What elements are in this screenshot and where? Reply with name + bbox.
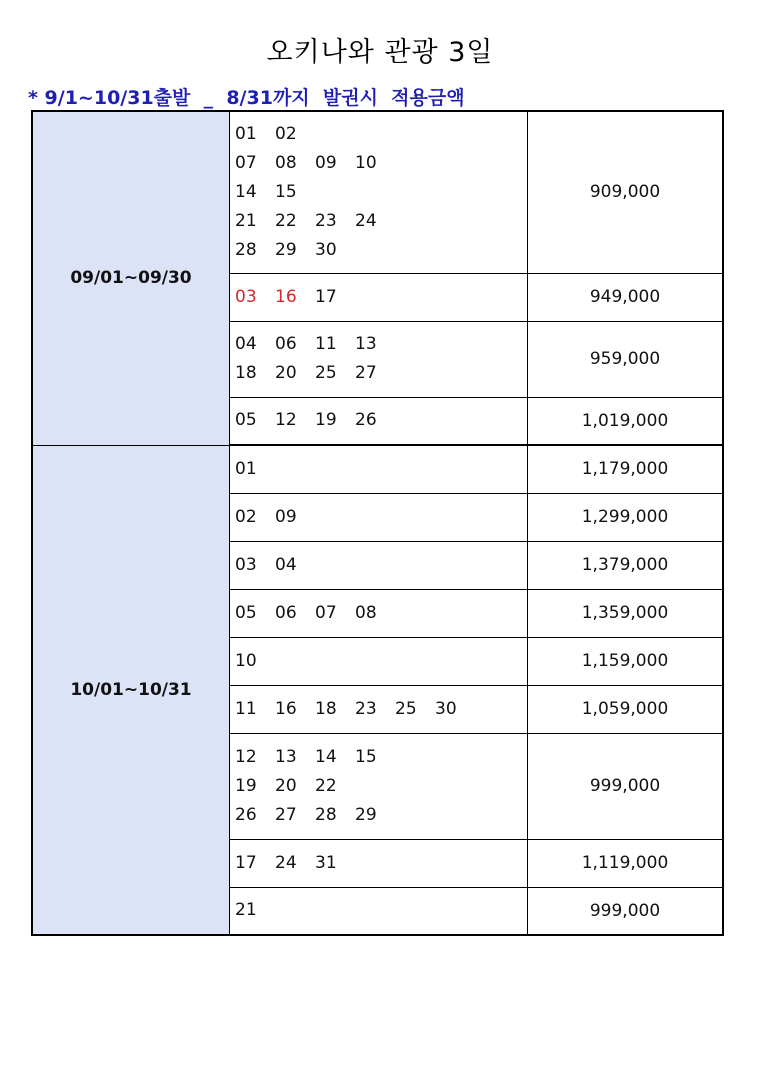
- departure-date: 19: [235, 775, 257, 796]
- departure-date: 21: [235, 210, 257, 231]
- departure-date: 08: [275, 152, 297, 173]
- departure-date: 04: [275, 554, 297, 575]
- departure-date: 02: [235, 506, 257, 527]
- departure-date: 17: [315, 286, 337, 307]
- departure-date: 25: [315, 363, 337, 383]
- price-cell: 1,059,000: [528, 685, 724, 733]
- departure-date: 07: [315, 602, 337, 623]
- departure-date: 09: [275, 506, 297, 527]
- price-cell: 1,379,000: [528, 541, 724, 589]
- date-line: [235, 647, 527, 676]
- departure-date: 15: [275, 181, 297, 202]
- period-cell: 10/01~10/31: [32, 445, 230, 935]
- price-table: [31, 110, 724, 936]
- departure-date: 19: [315, 410, 337, 431]
- departure-date: 14: [315, 746, 337, 767]
- departure-dates-cell: [230, 887, 528, 935]
- date-line: [235, 120, 527, 149]
- departure-dates-cell: [230, 321, 528, 397]
- price-cell: 909,000: [528, 111, 724, 273]
- price-cell: 999,000: [528, 887, 724, 935]
- departure-date: 31: [315, 852, 337, 873]
- departure-dates-cell: [230, 397, 528, 445]
- departure-date: 13: [355, 334, 377, 354]
- booking-note: * 9/1~10/31출발 _ 8/31까지 발권시 적용금액: [28, 87, 465, 109]
- departure-date: 10: [235, 650, 257, 671]
- price-cell: 959,000: [528, 321, 724, 397]
- departure-date: 29: [275, 239, 297, 260]
- departure-date: 22: [315, 775, 337, 796]
- departure-date: 27: [355, 363, 377, 383]
- departure-date: 18: [235, 363, 257, 383]
- departure-date: 17: [235, 852, 257, 873]
- departure-date: 09: [315, 152, 337, 173]
- price-cell: 1,359,000: [528, 589, 724, 637]
- price-cell: 949,000: [528, 273, 724, 321]
- departure-date: 14: [235, 181, 257, 202]
- departure-date: 29: [355, 804, 377, 825]
- departure-date: 05: [235, 602, 257, 623]
- departure-dates-cell: [230, 273, 528, 321]
- departure-date: 06: [275, 602, 297, 623]
- departure-date: 02: [275, 123, 297, 144]
- price-cell: 1,299,000: [528, 493, 724, 541]
- departure-date: 04: [235, 334, 257, 354]
- departure-dates-cell: [230, 493, 528, 541]
- departure-dates-cell: [230, 589, 528, 637]
- date-line: [235, 330, 527, 359]
- date-line: [235, 503, 527, 532]
- departure-date: 10: [355, 152, 377, 173]
- departure-date: 21: [235, 900, 257, 921]
- departure-date: 20: [275, 775, 297, 796]
- departure-dates-cell: [230, 733, 528, 839]
- date-line: [235, 149, 527, 178]
- date-line: [235, 849, 527, 878]
- departure-date: 20: [275, 363, 297, 383]
- departure-date: 28: [235, 239, 257, 260]
- departure-date: 03: [235, 554, 257, 575]
- date-line: [235, 406, 527, 435]
- date-line: [235, 801, 527, 830]
- departure-date: 24: [355, 210, 377, 231]
- price-cell: 1,159,000: [528, 637, 724, 685]
- departure-date: 23: [355, 698, 377, 719]
- period-cell: 09/01~09/30: [32, 111, 230, 445]
- departure-date: 11: [315, 334, 337, 354]
- departure-date: 23: [315, 210, 337, 231]
- date-line: [235, 455, 527, 484]
- date-line: [235, 359, 527, 388]
- departure-date: 08: [355, 602, 377, 623]
- price-cell: 1,019,000: [528, 397, 724, 445]
- departure-date: 22: [275, 210, 297, 231]
- departure-date: 30: [435, 698, 457, 719]
- date-line: [235, 551, 527, 580]
- departure-date: 15: [355, 746, 377, 767]
- table-row: [32, 111, 723, 273]
- date-line: [235, 772, 527, 801]
- date-line: [235, 695, 527, 724]
- departure-dates-cell: [230, 637, 528, 685]
- departure-date: 07: [235, 152, 257, 173]
- table-row: [32, 445, 723, 493]
- departure-date: 12: [275, 410, 297, 431]
- departure-date: 05: [235, 410, 257, 431]
- departure-dates-cell: [230, 445, 528, 493]
- departure-dates-cell: [230, 541, 528, 589]
- departure-date: 01: [235, 123, 257, 144]
- departure-date: 25: [395, 698, 417, 719]
- departure-date: 30: [315, 239, 337, 260]
- date-line: [235, 599, 527, 628]
- departure-date: 13: [275, 746, 297, 767]
- date-line: [235, 896, 527, 925]
- highlighted-date: 16: [275, 286, 297, 307]
- price-cell: 1,179,000: [528, 445, 724, 493]
- price-cell: 1,119,000: [528, 839, 724, 887]
- departure-date: 06: [275, 334, 297, 354]
- date-line: [235, 178, 527, 207]
- date-line: [235, 743, 527, 772]
- departure-date: 26: [355, 410, 377, 431]
- page-title: 오키나와 관광 3일: [266, 37, 494, 68]
- departure-date: 24: [275, 852, 297, 873]
- highlighted-date: 03: [235, 286, 257, 307]
- date-line: [235, 236, 527, 265]
- departure-date: 26: [235, 804, 257, 825]
- departure-dates-cell: [230, 839, 528, 887]
- departure-dates-cell: [230, 685, 528, 733]
- departure-dates-cell: [230, 111, 528, 273]
- date-line: [235, 207, 527, 236]
- departure-date: 11: [235, 698, 257, 719]
- departure-date: 12: [235, 746, 257, 767]
- departure-date: 28: [315, 804, 337, 825]
- departure-date: 16: [275, 698, 297, 719]
- price-cell: 999,000: [528, 733, 724, 839]
- date-line: [235, 283, 527, 312]
- departure-date: 27: [275, 804, 297, 825]
- departure-date: 01: [235, 458, 257, 479]
- departure-date: 18: [315, 698, 337, 719]
